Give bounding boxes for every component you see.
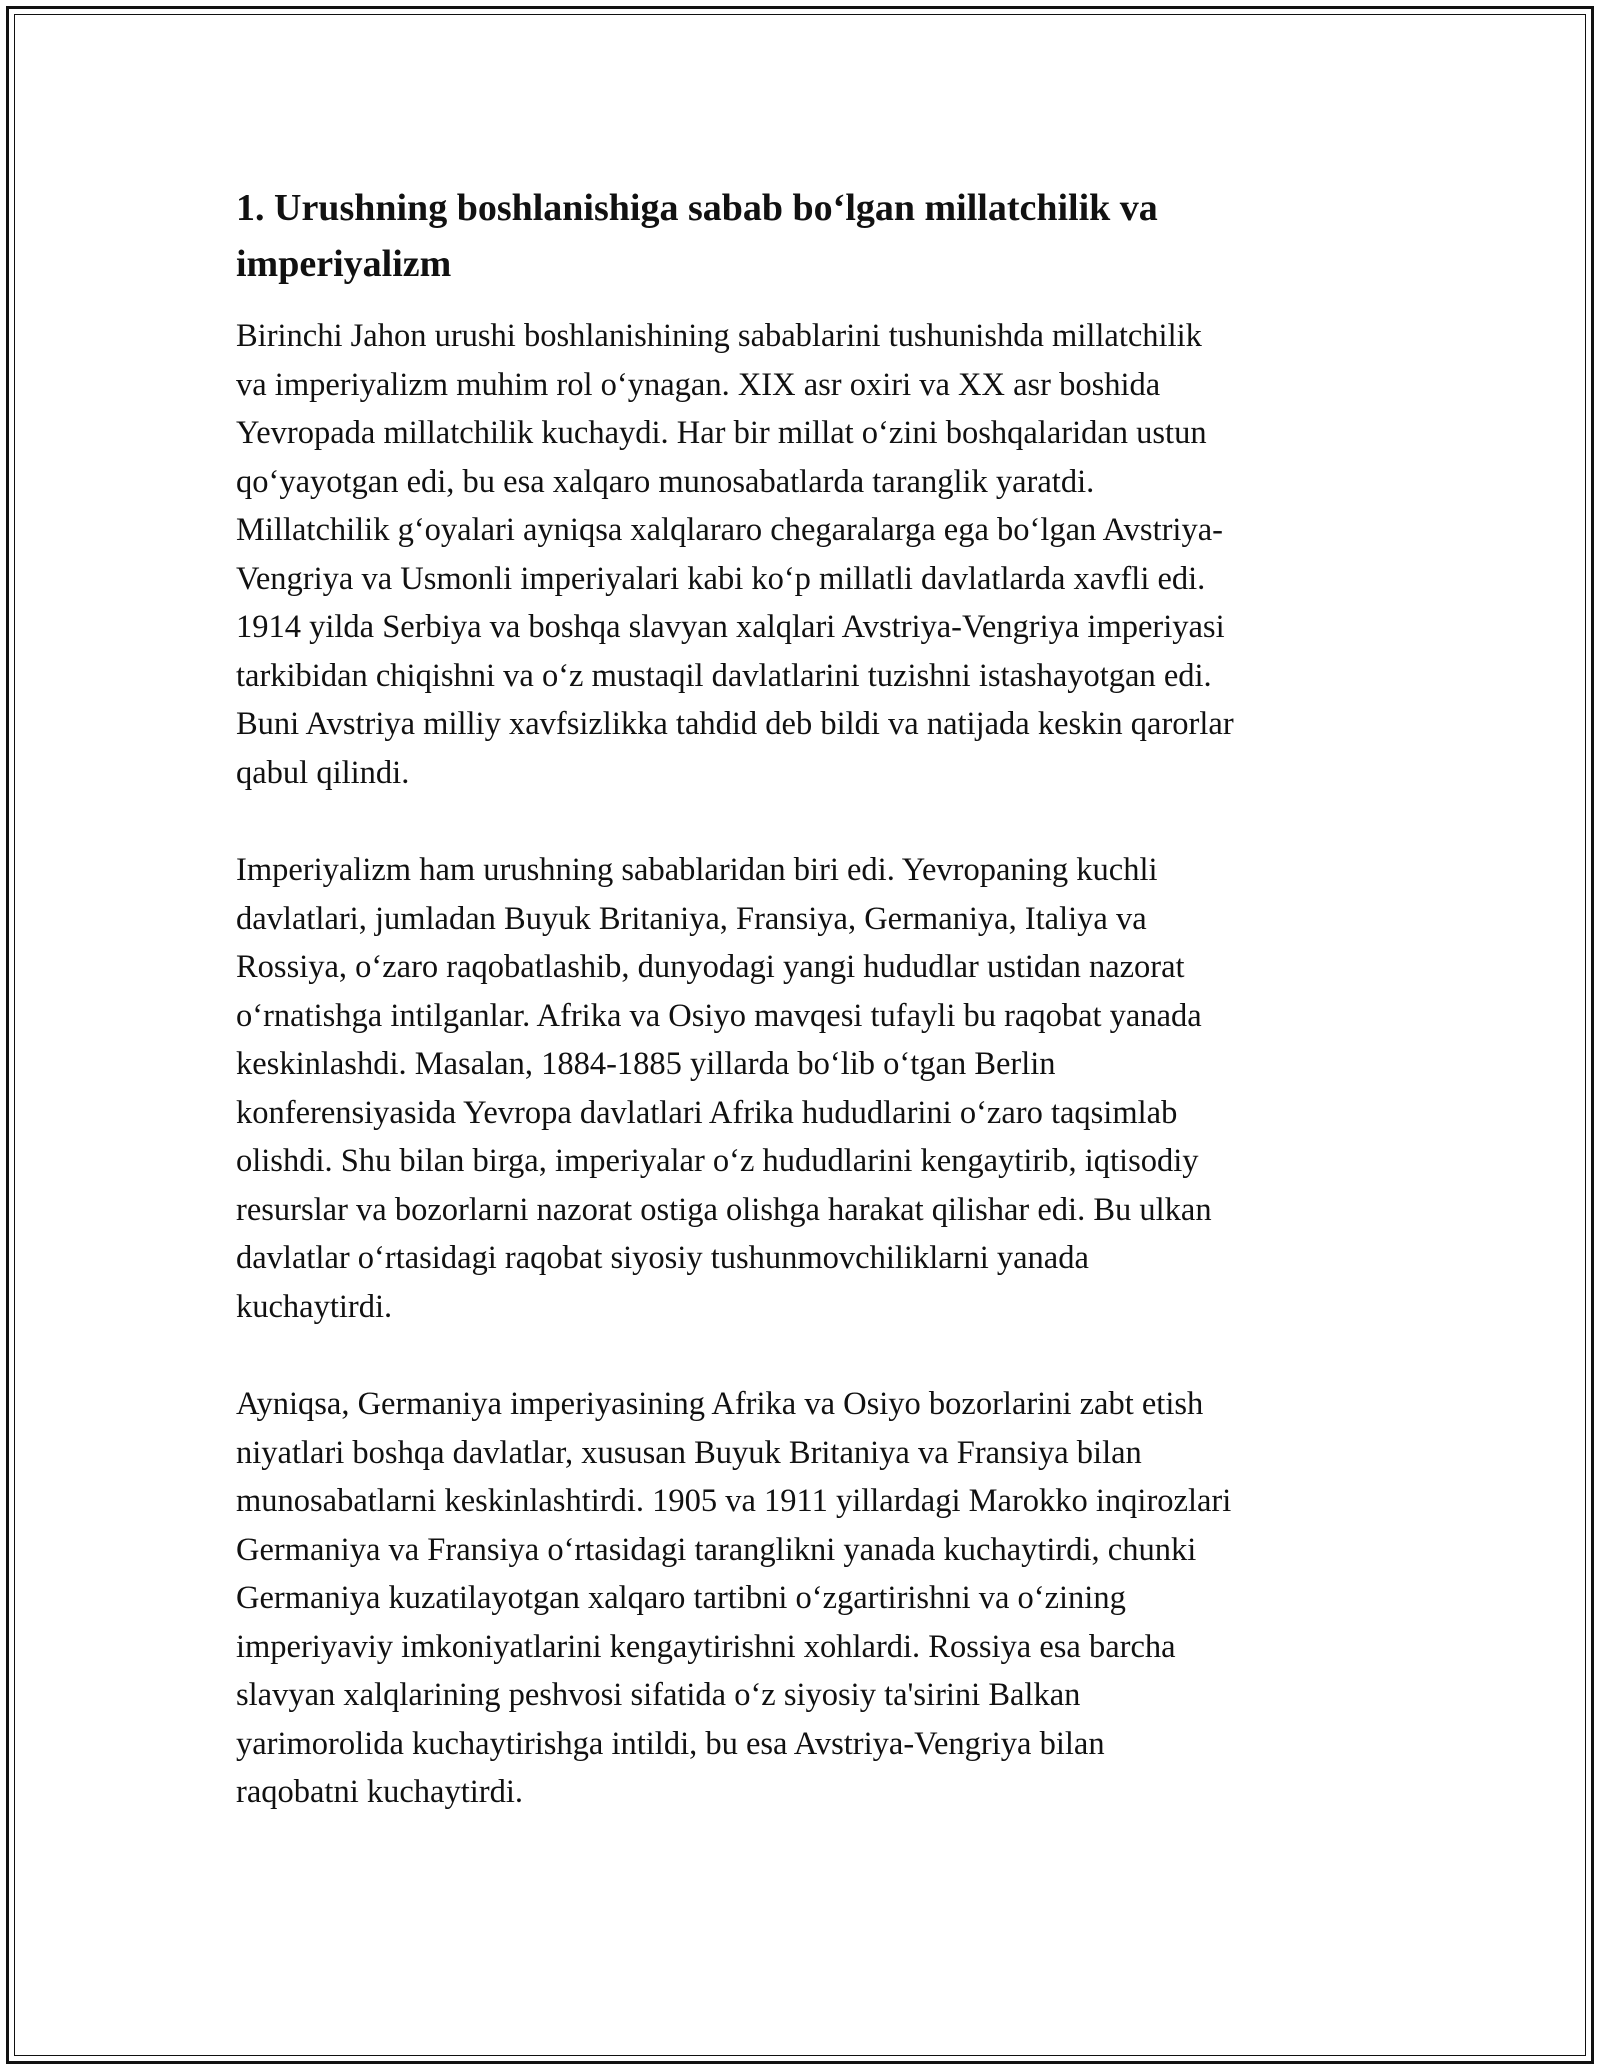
paragraph-line: kuchaytirdi. [236, 1288, 393, 1325]
paragraph-line: Yevropada millatchilik kuchaydi. Har bir millat o‘zini boshqalaridan ustun [236, 415, 1207, 451]
paragraph-line: imperiyaviy imkoniyatlarini kengaytirishni xohlardi. Rossiya esa barcha [236, 1628, 1176, 1665]
paragraph-line: konferensiyasida Yevropa davlatlari Afrika hududlarini o‘zaro taqsimlab [236, 1094, 1178, 1131]
paragraph-line: munosabatlarni keskinlashtirdi. 1905 va 1911 yillardagi Marokko inqirozlari [236, 1483, 1232, 1519]
paragraph-line: Millatchilik g‘oyalari ayniqsa xalqlararo chegaralarga ega bo‘lgan Avstriya- [236, 512, 1223, 548]
paragraph-imperialism [236, 846, 1376, 1331]
heading-line: 1. Urushning boshlanishiga sabab bo‘lgan millatchilik va [236, 187, 1158, 229]
paragraph-line: Germaniya va Fransiya o‘rtasidagi taranglikni yanada kuchaytirdi, chunki [236, 1531, 1197, 1568]
paragraph-line: keskinlashdi. Masalan, 1884-1885 yillarda bo‘lib o‘tgan Berlin [236, 1046, 1056, 1082]
paragraph-nationalism [236, 312, 1376, 797]
paragraph-line: raqobatni kuchaytirdi. [236, 1774, 523, 1810]
paragraph-line: niyatlari boshqa davlatlar, xususan Buyuk Britaniya va Fransiya bilan [236, 1434, 1142, 1471]
paragraph-line: va imperiyalizm muhim rol o‘ynagan. XIX asr oxiri va XX asr boshida [236, 366, 1161, 403]
paragraph-line: Buni Avstriya milliy xavfsizlikka tahdid deb bildi va natijada keskin qarorlar [236, 706, 1234, 742]
paragraph-line: o‘rnatishga intilganlar. Afrika va Osiyo mavqesi tufayli bu raqobat yanada [236, 997, 1202, 1034]
paragraph-line: Rossiya, o‘zaro raqobatlashib, dunyodagi yangi hududlar ustidan nazorat [236, 949, 1185, 985]
paragraph-line: qo‘yayotgan edi, bu esa xalqaro munosabatlarda taranglik yaratdi. [236, 463, 1095, 500]
paragraph-line: qabul qilindi. [236, 754, 410, 791]
paragraph-line: slavyan xalqlarining peshvosi sifatida o‘z siyosiy ta'sirini Balkan [236, 1677, 1081, 1713]
paragraph-line: Birinchi Jahon urushi boshlanishining sabablarini tushunishda millatchilik [236, 318, 1202, 354]
paragraph-line: Ayniqsa, Germaniya imperiyasining Afrika va Osiyo bozorlarini zabt etish [236, 1386, 1204, 1422]
section-heading [236, 180, 1376, 292]
paragraph-line: resurslar va bozorlarni nazorat ostiga olishga harakat qilishar edi. Bu ulkan [236, 1191, 1212, 1228]
paragraph-line: tarkibidan chiqishni va o‘z mustaqil davlatlarini tuzishni istashayotgan edi. [236, 657, 1212, 694]
paragraph-line: Vengriya va Usmonli imperiyalari kabi ko‘p millatli davlatlarda xavfli edi. [236, 560, 1206, 597]
paragraph-line: yarimorolida kuchaytirishga intildi, bu esa Avstriya-Vengriya bilan [236, 1725, 1105, 1762]
paragraph-germany-russia [236, 1380, 1376, 1817]
paragraph-line: Germaniya kuzatilayotgan xalqaro tartibni o‘zgartirishni va o‘zining [236, 1580, 1126, 1616]
document-body [236, 180, 1376, 1866]
paragraph-line: olishdi. Shu bilan birga, imperiyalar o‘z hududlarini kengaytirib, iqtisodiy [236, 1143, 1199, 1179]
paragraph-line: 1914 yilda Serbiya va boshqa slavyan xalqlari Avstriya-Vengriya imperiyasi [236, 609, 1225, 645]
paragraph-line: davlatlari, jumladan Buyuk Britaniya, Fransiya, Germaniya, Italiya va [236, 900, 1147, 937]
paragraph-line: Imperiyalizm ham urushning sabablaridan biri edi. Yevropaning kuchli [236, 852, 1158, 888]
paragraph-line: davlatlar o‘rtasidagi raqobat siyosiy tushunmovchiliklarni yanada [236, 1240, 1089, 1276]
heading-line: imperiyalizm [236, 243, 452, 285]
